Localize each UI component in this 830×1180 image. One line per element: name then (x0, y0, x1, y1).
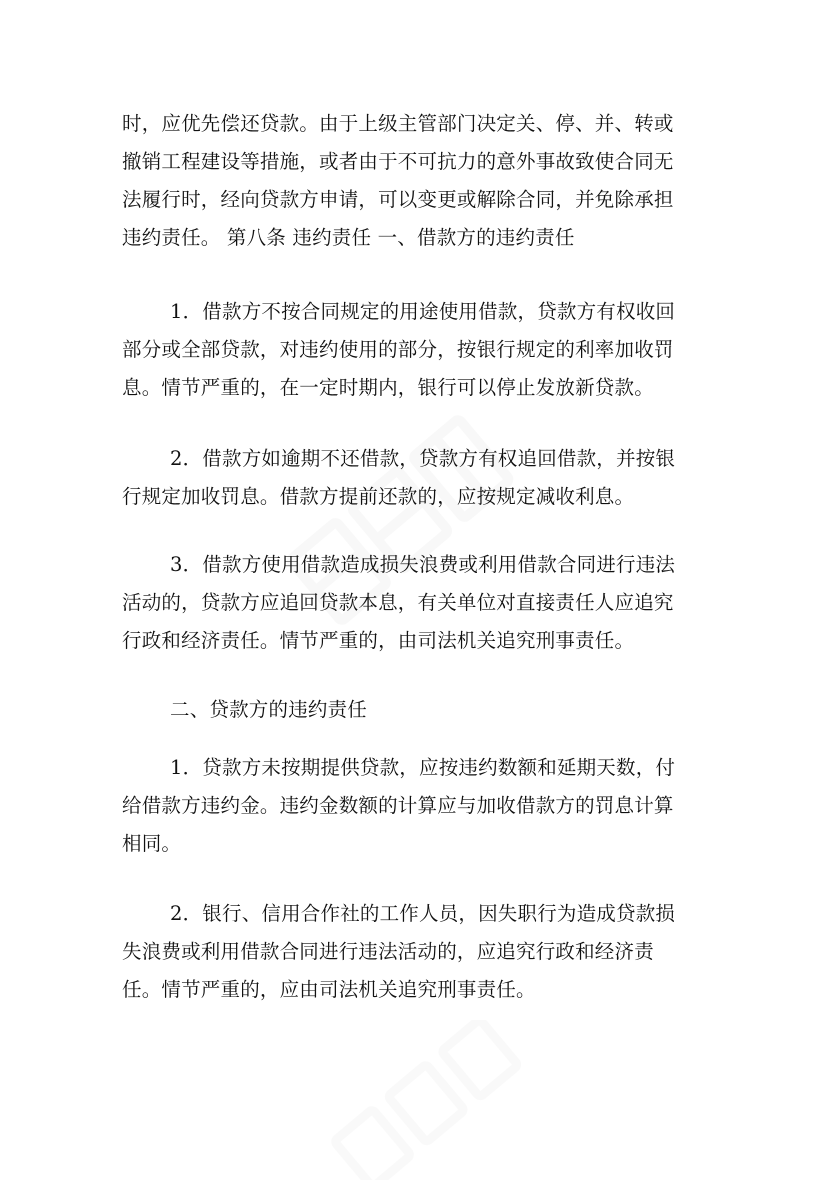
paragraph-lender-clause-1 (122, 749, 722, 863)
text-line: 1．借款方不按合同规定的用途使用借款，贷款方有权收回 (170, 300, 676, 323)
text-line: 2．银行、信用合作社的工作人员，因失职行为造成贷款损 (170, 902, 676, 925)
paragraph-borrower-clause-1 (122, 293, 722, 407)
text-line: 任。情节严重的，应由司法机关追究刑事责任。 (122, 978, 536, 1001)
paragraph-borrower-clause-3 (122, 546, 722, 660)
text-line: 行规定加收罚息。借款方提前还款的，应按规定减收利息。 (122, 485, 635, 508)
text-line: 3．借款方使用借款造成损失浪费或利用借款合同进行违法 (170, 553, 676, 576)
text-line: 失浪费或利用借款合同进行违法活动的，应追究行政和经济责 (122, 940, 654, 963)
watermark-bottom-icon (300, 1020, 560, 1180)
paragraph-lender-clause-2 (122, 895, 722, 1009)
text-line: 行政和经济责任。情节严重的，由司法机关追究刑事责任。 (122, 629, 635, 652)
text-line: 相同。 (122, 832, 182, 855)
paragraph-continuation (122, 105, 722, 257)
text-line: 2．借款方如逾期不还借款，贷款方有权追回借款，并按银 (170, 447, 676, 470)
section-heading: 二、贷款方的违约责任 (170, 698, 368, 721)
section-heading-lender-liability (122, 691, 722, 729)
text-line: 违约责任。 第八条 违约责任 一、借款方的违约责任 (122, 226, 575, 249)
text-line: 撤销工程建设等措施，或者由于不可抗力的意外事故致使合同无 (122, 150, 674, 173)
text-line: 息。情节严重的，在一定时期内，银行可以停止发放新贷款。 (122, 376, 654, 399)
text-line: 活动的，贷款方应追回贷款本息，有关单位对直接责任人应追究 (122, 591, 674, 614)
text-line: 部分或全部贷款，对违约使用的部分，按银行规定的利率加收罚 (122, 338, 674, 361)
text-line: 给借款方违约金。违约金数额的计算应与加收借款方的罚息计算 (122, 794, 674, 817)
paragraph-borrower-clause-2 (122, 440, 722, 516)
text-line: 1．贷款方未按期提供贷款，应按违约数额和延期天数，付 (170, 756, 676, 779)
text-line: 时，应优先偿还贷款。由于上级主管部门决定关、停、并、转或 (122, 112, 674, 135)
text-line: 法履行时，经向贷款方申请，可以变更或解除合同，并免除承担 (122, 188, 674, 211)
